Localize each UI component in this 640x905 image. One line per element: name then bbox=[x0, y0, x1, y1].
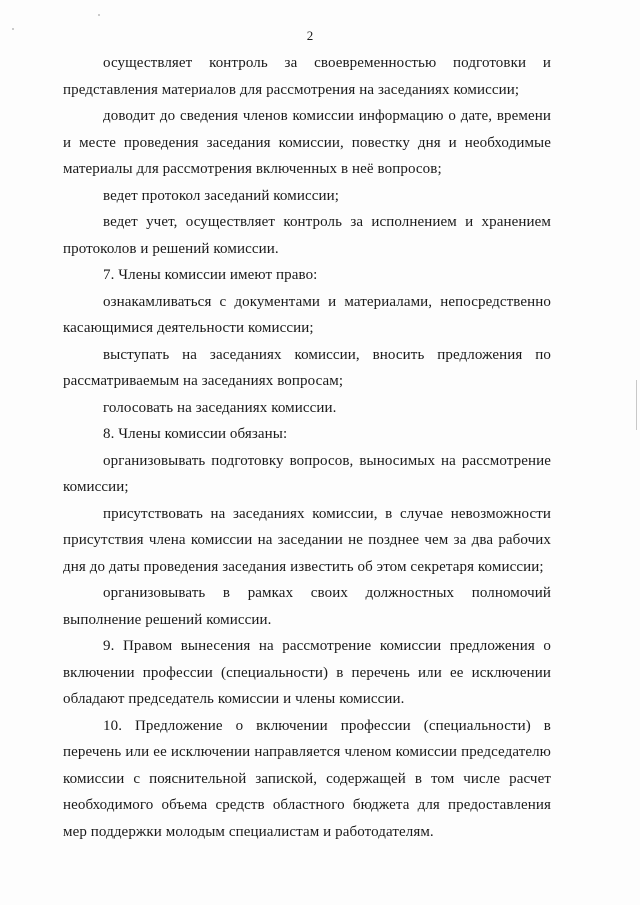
paragraph-secretary-control: осуществляет контроль за своевременностью подготовки и представления материалов для рассмотрения на заседаниях комиссии; bbox=[63, 55, 551, 98]
paragraph-right-vote: голосовать на заседаниях комиссии. bbox=[103, 399, 337, 416]
paragraph-duty-prepare: организовывать подготовку вопросов, выносимых на рассмотрение комиссии; bbox=[63, 452, 551, 495]
scan-speck bbox=[98, 14, 100, 16]
paragraph-right-speak: выступать на заседаниях комиссии, вносить предложения по рассматриваемым на заседаниях вопросам; bbox=[63, 346, 551, 389]
section-7-heading: 7. Члены комиссии имеют право: bbox=[103, 267, 318, 283]
scan-edge-mark bbox=[636, 380, 637, 430]
section-10: 10. Предложение о включении профессии (специальности) в перечень или ее исключении направляется членом комиссии председателю комиссии с пояснительной запиской, содержащей в том числе расчет необходимого объема средств областного бюджета для предоставления мер поддержки молодым специалистам и работодателям. bbox=[63, 717, 551, 840]
scan-speck bbox=[12, 28, 14, 30]
section-9: 9. Правом вынесения на рассмотрение комиссии предложения о включении профессии (специальности) в перечень или ее исключении обладают председатель комиссии и члены комиссии. bbox=[63, 638, 551, 707]
paragraph-secretary-records: ведет учет, осуществляет контроль за исполнением и хранением протоколов и решений комиссии. bbox=[63, 214, 551, 257]
paragraph-duty-attend: присутствовать на заседаниях комиссии, в случае невозможности присутствия члена комиссии на заседании не позднее чем за два рабочих дня до даты проведения заседания известить об этом секретаря комиссии; bbox=[63, 505, 551, 575]
section-8-heading: 8. Члены комиссии обязаны: bbox=[103, 426, 288, 442]
paragraph-duty-execute: организовывать в рамках своих должностных полномочий выполнение решений комиссии. bbox=[63, 585, 551, 628]
paragraph-secretary-minutes: ведет протокол заседаний комиссии; bbox=[103, 187, 340, 204]
document-body bbox=[63, 50, 551, 845]
page-number: 2 bbox=[306, 28, 314, 43]
paragraph-right-documents: ознакамливаться с документами и материалами, непосредственно касающимися деятельности комиссии; bbox=[63, 293, 551, 336]
paragraph-secretary-inform: доводит до сведения членов комиссии информацию о дате, времени и месте проведения заседания комиссии, повестку дня и необходимые материалы для рассмотрения включенных в неё вопросов; bbox=[63, 108, 551, 177]
